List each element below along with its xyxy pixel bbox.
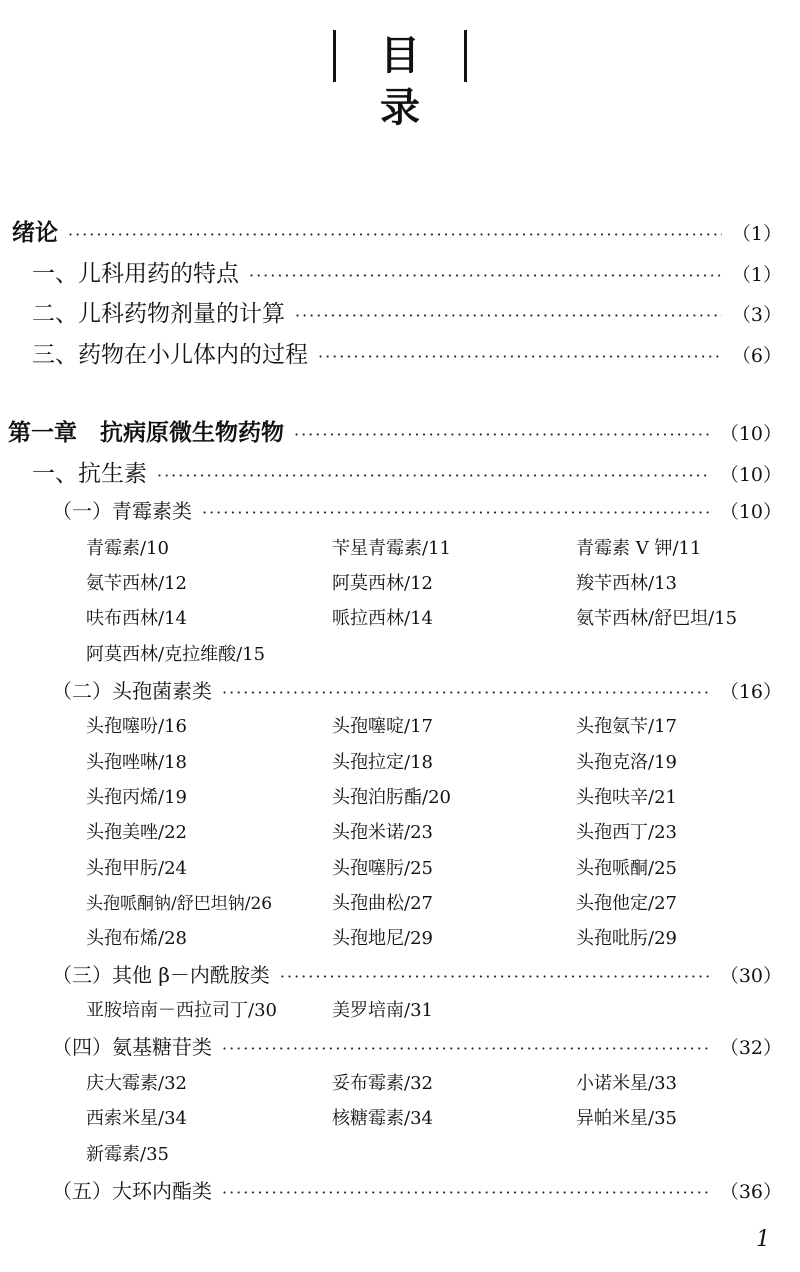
drug-item[interactable]: 氨苄西林/舒巴坦/15 xyxy=(576,608,738,629)
drug-item[interactable]: 小诺米星/33 xyxy=(576,1073,677,1094)
drug-item[interactable]: 头孢米诺/23 xyxy=(332,822,433,843)
toc-entry-macrolides[interactable]: （五）大环内酯类 ····· （36） xyxy=(52,1175,782,1204)
drug-item[interactable]: 头孢噻肟/25 xyxy=(332,858,433,879)
drug-item[interactable]: 头孢哌酮/25 xyxy=(576,858,677,879)
drug-item[interactable]: 头孢丙烯/19 xyxy=(86,787,187,808)
dot-leader xyxy=(68,225,722,244)
drug-item[interactable]: 美罗培南/31 xyxy=(332,1000,433,1021)
drug-item[interactable]: 苄星青霉素/11 xyxy=(332,538,451,559)
toc-entry-antibiotics[interactable]: 一、抗生素 ····· （10） xyxy=(32,455,782,488)
toc-entry-cephalosporins[interactable]: （二）头孢菌素类 ····· （16） xyxy=(52,675,782,704)
drug-item[interactable]: 头孢吡肟/29 xyxy=(576,928,677,949)
drug-item[interactable]: 哌拉西林/14 xyxy=(332,608,433,629)
drug-item[interactable]: 头孢氨苄/17 xyxy=(576,716,677,737)
toc-entry-intro-1[interactable]: 一、儿科用药的特点 ····· （1） xyxy=(32,255,782,288)
drug-item[interactable]: 头孢呋辛/21 xyxy=(576,787,677,808)
drug-item[interactable]: 呋布西林/14 xyxy=(86,608,187,629)
dot-leader xyxy=(222,683,710,702)
drug-item[interactable]: 头孢布烯/28 xyxy=(86,928,187,949)
toc-entry-chapter-1[interactable]: 第一章 抗病原微生物药物 ····· （10） xyxy=(8,414,782,447)
dot-leader xyxy=(222,1039,710,1058)
dot-leader xyxy=(280,967,710,986)
toc-entry-other-beta-lactams[interactable]: （三）其他 β－内酰胺类 ····· （30） xyxy=(52,959,782,988)
drug-item[interactable]: 头孢噻啶/17 xyxy=(332,716,433,737)
toc-entry-intro[interactable]: 绪论 ····· （1） xyxy=(12,214,782,247)
dot-leader xyxy=(202,503,710,522)
page-title: 目录 xyxy=(0,30,800,125)
drug-item[interactable]: 阿莫西林/12 xyxy=(332,573,433,594)
drug-item[interactable]: 氨苄西林/12 xyxy=(86,573,187,594)
drug-item[interactable]: 异帕米星/35 xyxy=(576,1108,677,1129)
drug-item[interactable]: 头孢克洛/19 xyxy=(576,752,677,773)
drug-item[interactable]: 头孢泊肟酯/20 xyxy=(332,787,451,808)
drug-item[interactable]: 头孢甲肟/24 xyxy=(86,858,187,879)
drug-item[interactable]: 羧苄西林/13 xyxy=(576,573,677,594)
drug-item[interactable]: 庆大霉素/32 xyxy=(86,1073,187,1094)
drug-item[interactable]: 头孢哌酮钠/舒巴坦钠/26 xyxy=(86,894,273,914)
drug-item[interactable]: 青霉素 V 钾/11 xyxy=(576,538,702,559)
drug-item[interactable]: 新霉素/35 xyxy=(86,1144,169,1165)
page-number: 1 xyxy=(756,1227,770,1252)
drug-item[interactable]: 头孢他定/27 xyxy=(576,893,677,914)
toc-entry-intro-2[interactable]: 二、儿科药物剂量的计算 ····· （3） xyxy=(32,295,782,328)
toc-entry-aminoglycosides[interactable]: （四）氨基糖苷类 ····· （32） xyxy=(52,1031,782,1060)
drug-item[interactable]: 头孢唑啉/18 xyxy=(86,752,187,773)
drug-item[interactable]: 青霉素/10 xyxy=(86,538,169,559)
dot-leader xyxy=(295,306,722,325)
dot-leader xyxy=(249,266,722,285)
drug-item[interactable]: 头孢噻吩/16 xyxy=(86,716,187,737)
dot-leader xyxy=(294,425,710,444)
drug-item[interactable]: 头孢西丁/23 xyxy=(576,822,677,843)
dot-leader xyxy=(222,1183,710,1202)
drug-item[interactable]: 阿莫西林/克拉维酸/15 xyxy=(86,644,266,665)
dot-leader xyxy=(318,347,722,366)
drug-item[interactable]: 头孢曲松/27 xyxy=(332,893,433,914)
drug-item[interactable]: 头孢美唑/22 xyxy=(86,822,187,843)
toc-entry-intro-3[interactable]: 三、药物在小儿体内的过程 ····· （6） xyxy=(32,336,782,369)
drug-item[interactable]: 核糖霉素/34 xyxy=(332,1108,433,1129)
drug-item[interactable]: 头孢拉定/18 xyxy=(332,752,433,773)
drug-item[interactable]: 西索米星/34 xyxy=(86,1108,187,1129)
dot-leader xyxy=(157,466,710,485)
toc-entry-penicillins[interactable]: （一）青霉素类 ····· （10） xyxy=(52,495,782,524)
drug-item[interactable]: 亚胺培南－西拉司丁/30 xyxy=(86,1000,277,1021)
drug-item[interactable]: 头孢地尼/29 xyxy=(332,928,433,949)
drug-item[interactable]: 妥布霉素/32 xyxy=(332,1073,433,1094)
